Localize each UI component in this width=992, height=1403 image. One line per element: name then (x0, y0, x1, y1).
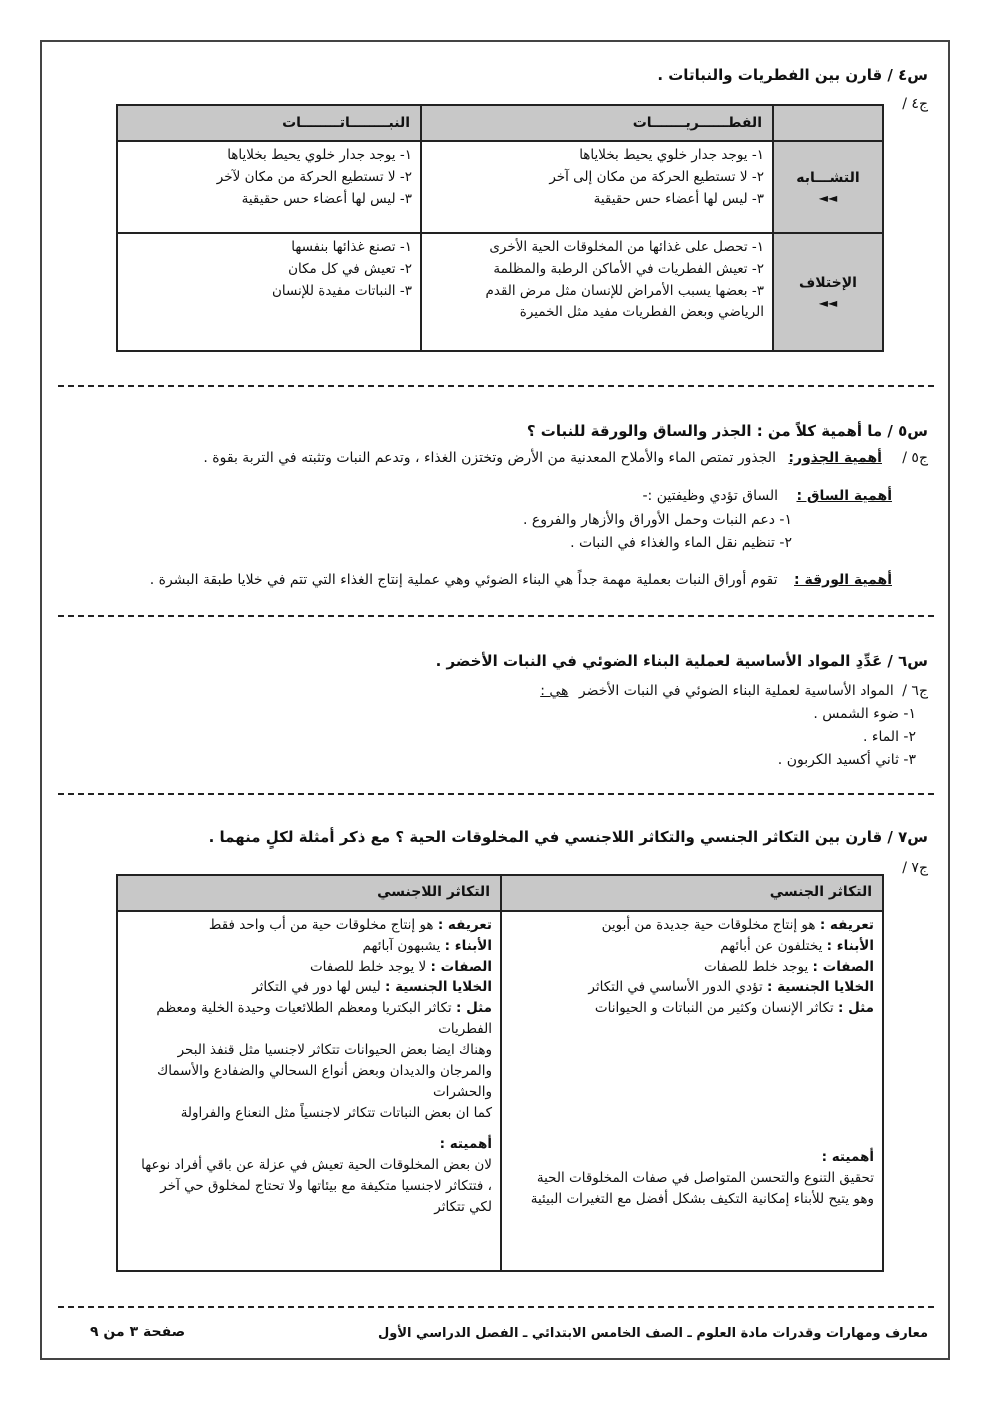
list-item: ٣- النباتات مفيدة للإنسان (271, 282, 412, 299)
q4-similarity-label: التشـــابه (796, 169, 860, 186)
sexual-example-key: مثل : (837, 1000, 874, 1017)
q4-corner-cell (773, 105, 883, 141)
list-item: ٣- ليس لها أعضاء حس حقيقية (241, 190, 412, 207)
stem-item: ٢- تنظيم نقل الماء والغذاء في النبات . (570, 535, 792, 551)
q7-comparison-table (116, 874, 884, 1272)
separator (58, 793, 934, 795)
q4-row-difference-head (773, 233, 883, 351)
asexual-offspring-key: الأبناء : (444, 937, 492, 954)
roots-text: الجذور تمتص الماء والأملاح المعدنية من الأرض وتختزن الغذاء ، وتدعم النبات وتثبته في التربة بقوة . (203, 450, 776, 466)
q6-answer-intro-tail: هي : (540, 683, 569, 699)
asexual-traits-key: الصفات : (430, 958, 492, 975)
asexual-traits-value: لا يوجد خلط للصفات (309, 958, 431, 975)
stem-item: ١- دعم النبات وحمل الأوراق والأزهار والفروع . (522, 512, 792, 528)
sexual-importance-text: تحقيق التنوع والتحسن المتواصل في صفات المخلوقات الحية وهو يتيح للأبناء إمكانية التكيف بشكل أفضل مع التغيرات البيئية (530, 1170, 874, 1208)
stem-label: أهمية الساق : (796, 488, 892, 504)
q4-col-fungi: الفطــــــريـــــــات (421, 105, 773, 141)
asexual-importance-label: أهميته : (439, 1135, 492, 1152)
q7-asexual-cell (117, 911, 501, 1271)
sexual-traits-value: يوجد خلط للصفات (703, 958, 813, 975)
arrows-icon: ◄◄ (818, 190, 838, 205)
q4-question: س٤ / قارن بين الفطريات والنباتات . (657, 66, 928, 84)
q6-item: ٣- ثاني أكسيد الكربون . (777, 752, 916, 768)
q7-answer-label: ج٧ / (902, 860, 928, 876)
asexual-extra-plants: كما ان بعض النباتات تتكاثر لاجنسياً مثل النعناع والفراولة (180, 1104, 492, 1121)
q4-col-plants: النبــــــــاتــــــــات (117, 105, 421, 141)
sexual-offspring-key: الأبناء : (826, 937, 874, 954)
list-item: الرياضي وبعض الفطريات مفيد مثل الخميرة (519, 304, 764, 321)
separator (58, 1306, 934, 1308)
q4-difference-plants (117, 233, 421, 351)
q6-answer-label: ج٦ / (902, 683, 928, 699)
q7-sexual-cell (501, 911, 883, 1271)
q4-row-similarity-head (773, 141, 883, 233)
footer-title: معارف ومهارات وقدرات مادة العلوم ـ الصف الخامس الابتدائي ـ الفصل الدراسي الأول (378, 1326, 928, 1341)
list-item: ٢- لا تستطيع الحركة من مكان لآخر (216, 168, 412, 185)
list-item: ٢- لا تستطيع الحركة من مكان إلى آخر (549, 168, 764, 185)
q4-similarity-plants (117, 141, 421, 233)
page-number: صفحة ٣ من ٩ (90, 1324, 186, 1340)
q7-col-sexual: التكاثر الجنسي (501, 875, 883, 911)
sexual-offspring-value: يختلفون عن أبائهم (720, 937, 827, 954)
asexual-cells-key: الخلايا الجنسية : (385, 979, 492, 996)
q4-difference-fungi (421, 233, 773, 351)
asexual-def-key: تعريفه : (437, 916, 492, 933)
asexual-example-key: مثل : (455, 1000, 492, 1017)
q6-item: ١- ضوء الشمس . (813, 706, 916, 722)
q6-answer-intro-row (540, 683, 928, 699)
asexual-offspring-value: يشبهون آبائهم (362, 937, 445, 954)
list-item: ٢- تعيش الفطريات في الأماكن الرطبة والمظلمة (493, 260, 764, 277)
q5-answer-label: ج٥ / (902, 450, 928, 466)
q5-stem-row (642, 488, 892, 504)
q6-question: س٦ / عَدِّدِ المواد الأساسية لعملية البناء الضوئي في النبات الأخضر . (435, 652, 928, 670)
sexual-def-key: تعريفه : (819, 916, 874, 933)
stem-intro: الساق تؤدي وظيفتين :- (642, 488, 779, 504)
list-item: ٢- تعيش في كل مكان (288, 260, 412, 277)
leaf-label: أهمية الورقة : (794, 572, 892, 588)
sexual-def-value: هو إنتاج مخلوقات حية جديدة من أبوين (601, 916, 820, 933)
q4-similarity-fungi (421, 141, 773, 233)
q6-answer-intro: المواد الأساسية لعملية البناء الضوئي في النبات الأخضر (578, 683, 894, 699)
asexual-cells-value: ليس لها دور في التكاثر (252, 979, 385, 996)
list-item: ٣- ليس لها أعضاء حس حقيقية (593, 190, 764, 207)
sexual-example-value: تكاثر الإنسان وكثير من النباتات و الحيوانات (594, 1000, 838, 1017)
asexual-def-value: هو إنتاج مخلوقات حية من أب واحد فقط (208, 916, 438, 933)
q4-answer-label: ج٤ / (902, 96, 928, 112)
q5-leaf-row (150, 572, 892, 588)
sexual-traits-key: الصفات : (812, 958, 874, 975)
asexual-extra-animals: وهناك ايضا بعض الحيوانات تتكاثر لاجنسيا مثل قنفذ البحر والمرجان والديدان وبعض أنواع السحالي والضفادع والأسماك والحشرات (157, 1042, 492, 1101)
q7-question: س٧ / قارن بين التكاثر الجنسي والتكاثر اللاجنسي في المخلوقات الحية ؟ مع ذكر أمثلة لكلٍ منهما . (208, 828, 928, 846)
q4-difference-label: الإختلاف (799, 274, 857, 291)
sexual-cells-value: تؤدي الدور الأساسي في التكاثر (588, 979, 767, 996)
list-item: ١- تصنع غذائها بنفسها (291, 239, 412, 256)
list-item: ١- تحصل على غذائها من المخلوقات الحية الأخرى (489, 239, 764, 256)
list-item: ٣- بعضها يسبب الأمراض للإنسان مثل مرض القدم (485, 282, 764, 299)
separator (58, 615, 934, 617)
q5-question: س٥ / ما أهمية كلاً من : الجذر والساق والورقة للنبات ؟ (526, 422, 928, 440)
asexual-example-value: تكاثر البكتريا ومعظم الطلائعيات وحيدة الخلية ومعظم الفطريات (156, 1000, 492, 1038)
q5-roots-row (203, 450, 882, 466)
sexual-cells-key: الخلايا الجنسية : (767, 979, 874, 996)
q7-col-asexual: التكاثر اللاجنسي (117, 875, 501, 911)
list-item: ١- يوجد جدار خلوي يحيط بخلاياها (227, 147, 412, 164)
roots-label: أهمية الجذور: (788, 450, 882, 466)
sexual-importance-label: أهميته : (821, 1149, 874, 1166)
leaf-text: تقوم أوراق النبات بعملية مهمة جداً هي البناء الضوئي وهي عملية إنتاج الغذاء التي تتم في خلايا طبقة البشرة . (149, 572, 778, 588)
list-item: ١- يوجد جدار خلوي يحيط بخلاياها (579, 147, 764, 164)
asexual-importance-text: لان بعض المخلوقات الحية تعيش في عزلة عن باقي أفراد نوعها ، فتتكاثر لاجنسيا متكيفة مع بيئاتها ولا تحتاج لمخلوق حي آخر لكي تتكاثر (141, 1156, 492, 1215)
q4-comparison-table (116, 104, 884, 352)
arrows-icon: ◄◄ (818, 295, 838, 310)
separator (58, 385, 934, 387)
q6-item: ٢- الماء . (862, 729, 916, 745)
